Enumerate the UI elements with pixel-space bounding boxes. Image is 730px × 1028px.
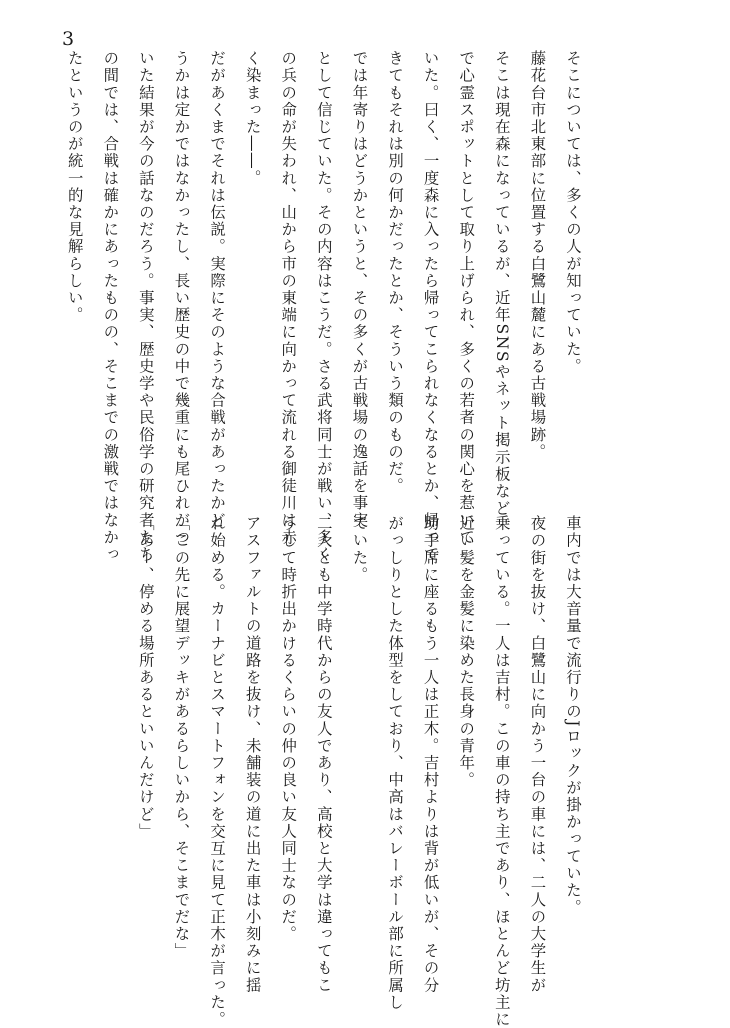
text-line: うして時折出かけるくらいの仲の良い友人同士なのだ。 xyxy=(279,515,298,943)
text-line: く染まった――。 xyxy=(243,50,262,187)
text-line: いた結果が今の話なのだろう。事実、歴史学や民俗学の研究者たち xyxy=(136,50,155,563)
text-line: 「あー、停める場所あるといいんだけど」 xyxy=(136,515,155,840)
text-line: たというのが統一的な見解らしい。 xyxy=(65,50,84,324)
text-line: 近い髪を金髪に染めた長身の青年。 xyxy=(457,515,476,789)
text-line: の間では、合戦は確かにあったものの、そこまでの激戦ではなかっ xyxy=(101,50,120,563)
text-line: うかは定かではなかったし、長い歴史の中で幾重にも尾ひれがつ xyxy=(172,50,191,546)
text-line: として信じていた。その内容はこうだ。さる武将同士が戦い、多く xyxy=(314,50,333,563)
upper-text-block xyxy=(65,50,590,563)
text-line: 助手席に座るもう一人は正木。吉村よりは背が低いが、その分 xyxy=(421,515,440,994)
text-line: アスファルトの道路を抜け、未舗装の道に出た車は小刻みに揺 xyxy=(243,515,262,994)
text-line: 藤花台市北東部に位置する白鷺山麓にある古戦場跡。 xyxy=(528,50,547,461)
text-line: がっしりとした体型をしており、中高はバレーボール部に所属し xyxy=(386,515,405,1011)
text-line: れ始める。カーナビとスマートフォンを交互に見て正木が言った。 xyxy=(208,515,227,1028)
text-line: の兵の命が失われ、山から市の東端に向かって流れる御徒川は赤 xyxy=(279,50,298,546)
text-line: ていた。 xyxy=(350,515,369,584)
lower-text-block xyxy=(110,515,590,1028)
text-line: 車内では大音量で流行りのJロックが掛かっていた。 xyxy=(564,515,582,917)
text-line: 乗っている。一人は吉村。この車の持ち主であり、ほとんど坊主に xyxy=(492,515,511,1028)
text-line: だがあくまでそれは伝説。実際にそのような合戦があったかど xyxy=(208,50,227,529)
text-line: で心霊スポットとして取り上げられ、多くの若者の関心を惹いて xyxy=(457,50,476,546)
text-line: 「この先に展望デッキがあるらしいから、そこまでだな」 xyxy=(172,515,191,960)
text-line: きてもそれは別の何かだったとか、そういう類のものだ。 xyxy=(386,50,405,495)
text-line: 夜の街を抜け、白鷺山に向かう一台の車には、二人の大学生が xyxy=(528,515,547,994)
page-number: 3 xyxy=(62,28,75,50)
text-line: 二人とも中学時代からの友人であり、高校と大学は違ってもこ xyxy=(314,515,333,994)
text-line: そこについては、多くの人が知っていた。 xyxy=(564,50,582,375)
text-line: そこは現在森になっているが、近年SNSやネット掲示板など xyxy=(492,50,511,518)
text-line: では年寄りはどうかというと、その多くが古戦場の逸話を事実 xyxy=(350,50,369,529)
text-line: いた。曰く、一度森に入ったら帰ってこられなくなるとか、帰って xyxy=(421,50,440,563)
